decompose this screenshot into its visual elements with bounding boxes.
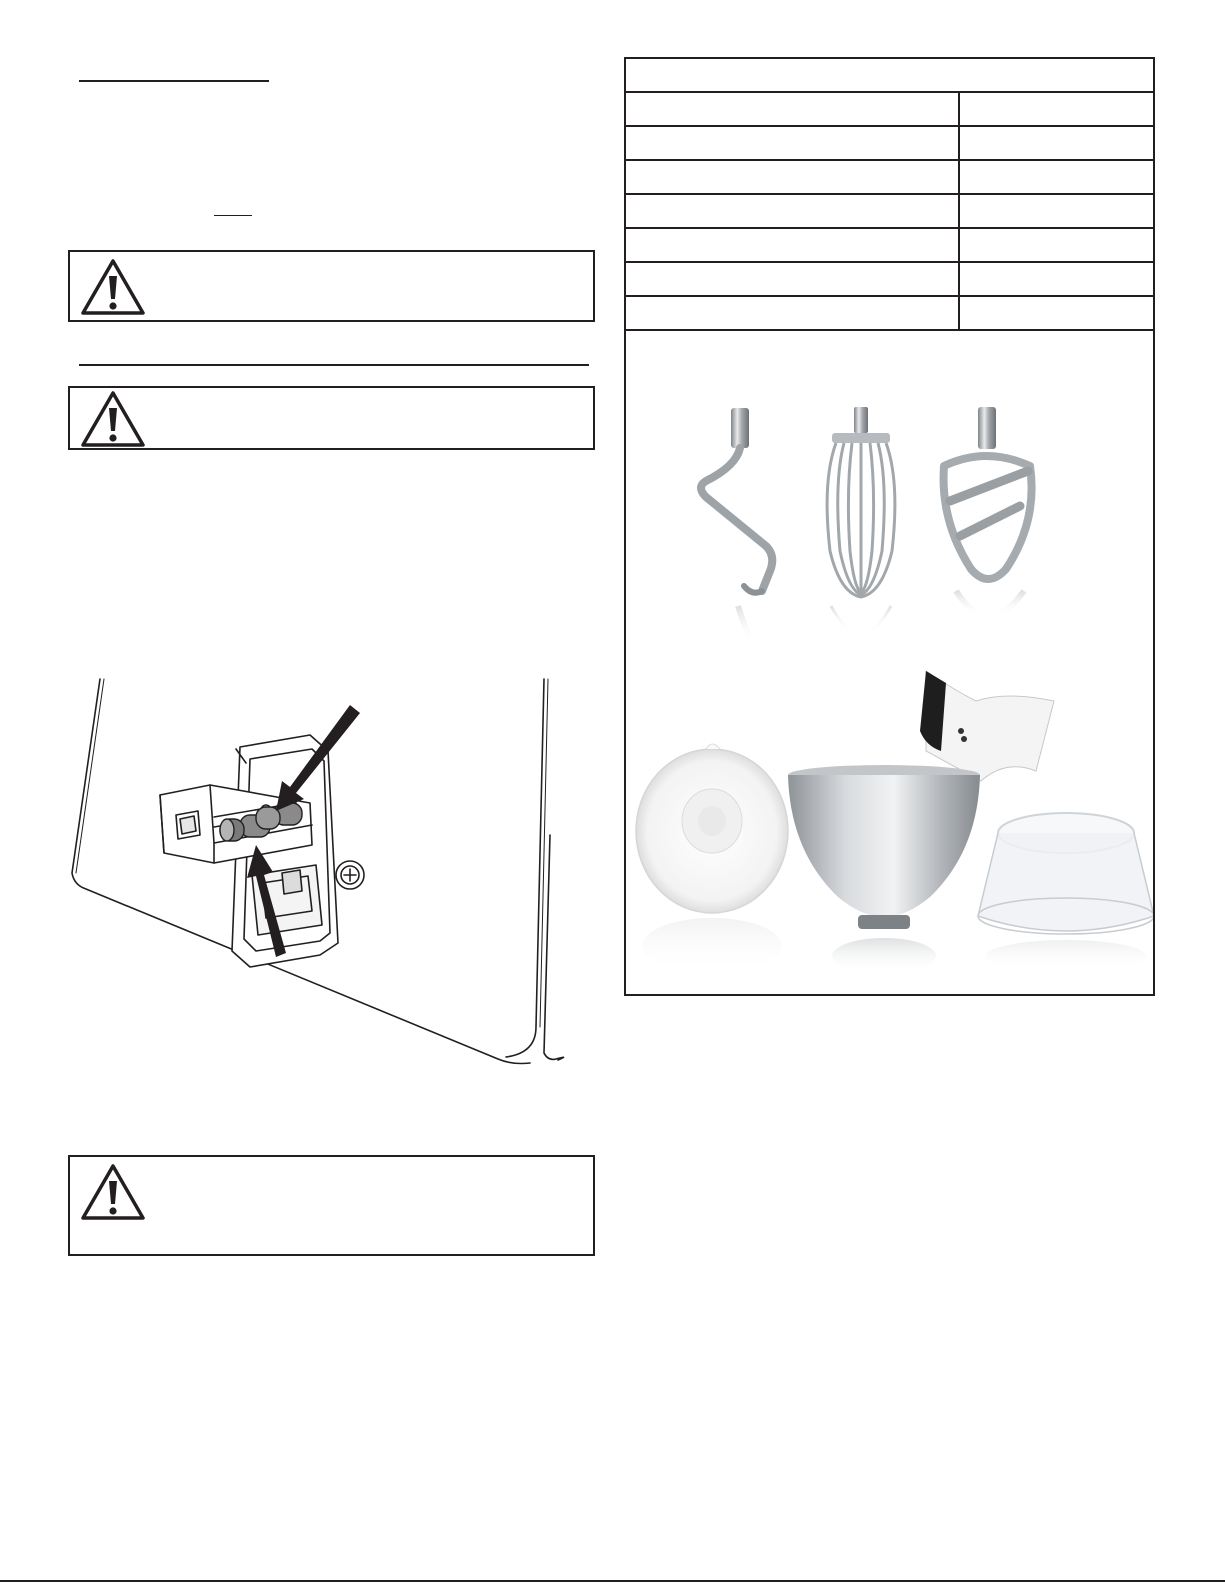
table-row [626, 263, 1153, 297]
table-row [626, 127, 1153, 161]
section-heading-rule [79, 80, 269, 82]
table-row [626, 195, 1153, 229]
table-cell [626, 195, 960, 227]
bowl-lid-photo [636, 744, 788, 974]
section-heading-rule [79, 364, 589, 366]
pouring-shield-photo [920, 671, 1054, 781]
warning-box [68, 386, 595, 450]
table-cell [626, 161, 960, 193]
table-cell [626, 127, 960, 159]
table-row [626, 229, 1153, 263]
table-row [626, 161, 1153, 195]
mixing-bowl-photo [788, 765, 980, 974]
table-row [626, 297, 1153, 331]
warning-box [68, 250, 595, 322]
flat-beater-photo [944, 407, 1032, 616]
table-cell [626, 93, 960, 125]
table-cell [626, 229, 960, 261]
accessories-photo [626, 331, 1153, 994]
warning-triangle-icon [80, 1163, 146, 1221]
table-row [626, 93, 1153, 127]
table-header-row [626, 59, 1153, 93]
table-cell [626, 297, 960, 329]
warning-box [68, 1155, 595, 1256]
warning-triangle-icon [80, 258, 146, 316]
page-bottom-rule [0, 1580, 1225, 1582]
fuse-holder-illustration [60, 675, 580, 1095]
whisk-photo [827, 407, 895, 634]
parts-table [624, 57, 1155, 996]
inline-underline [214, 215, 252, 216]
table-cell [626, 263, 960, 295]
dough-hook-photo [701, 408, 772, 643]
warning-triangle-icon [80, 390, 146, 448]
pouring-ring-photo [978, 813, 1153, 972]
